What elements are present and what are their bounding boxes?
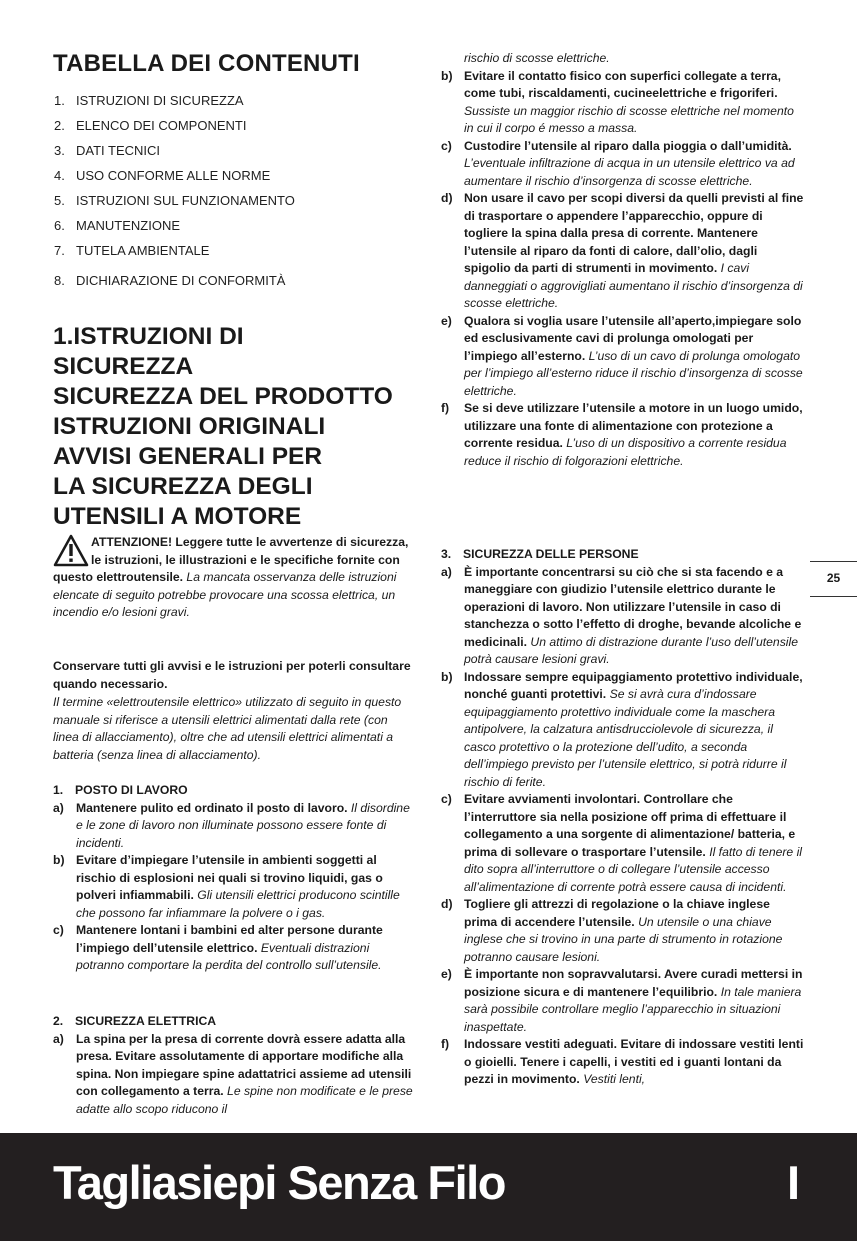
section-heading: 1. POSTO DI LAVORO	[53, 783, 188, 797]
term-definition: Il termine «elettroutensile elettrico» utilizzato di seguito in questo manuale si riferisce a utensili elettrici alimentati dalla rete (con linea di allacciamento), oltre che ad utensili elettrici alimentati a batteria (senza linea di allacciamento).	[53, 695, 402, 762]
section-title: 1.ISTRUZIONI DI SICUREZZA SICUREZZA DEL PRODOTTO ISTRUZIONI ORIGINALI AVVISI GENERALI PER LA SICUREZZA DEGLI UTENSILI A MOTORE	[53, 323, 393, 530]
list-item: f) Se si deve utilizzare l’utensile a motore in un luogo umido, utilizzare una fonte di alimentazione con protezione a corrente residua. L’uso di un dispositivo a corrente residua reduce il rischio di folgorazioni elettriche.	[441, 401, 803, 468]
list-item: c) Evitare avviamenti involontari. Controllare che l’interruttore sia nella posizione off prima di effettuare il collegamento a una sorgente di alimentazione/ batteria, e prima di sollevare o trasportare l’utensile. Il fatto di tenere il dito sopra all’interruttore o di collegare l’utensile accesso all’alimentazione di corrente potrà essere causa di incidenti.	[441, 792, 803, 894]
list-item: b) Evitare il contatto fisico con superfici collegate a terra, come tubi, riscaldamenti, cucineelettriche e frigoriferi. Sussiste un maggior rischio di scosse elettriche nel momento in cui il corpo é messo a massa.	[441, 68, 794, 135]
list-item: b) Indossare sempre equipaggiamento protettivo individuale, nonché guanti protettivi. Se si avrà cura d’indossare equipaggiamento protettivo individuale come la maschera antipolvere, la calzatura antisdrucciolevole di sicurezza, il casco protettivo o la protezione dell’udito, a seconda dell’impiego previsto per l’utensile elettrico, si potrà ridurre il rischio di ferite.	[441, 669, 803, 789]
footer-bar	[0, 1133, 857, 1241]
toc-item: 5. ISTRUZIONI SUL FUNZIONAMENTO	[54, 193, 295, 208]
toc-item: 6. MANUTENZIONE	[54, 218, 180, 233]
workplace-section	[53, 782, 415, 975]
toc-item: 8. DICHIARAZIONE DI CONFORMITÀ	[54, 273, 286, 288]
list-item-continuation: rischio di scosse elettriche.	[464, 51, 610, 65]
list-item: f) Indossare vestiti adeguati. Evitare di indossare vestiti lenti o gioielli. Tenere i capelli, i vestiti ed i guanti lontani da pezzi in movimento. Vestiti lenti,	[441, 1037, 804, 1086]
section-heading: 3. SICUREZZA DELLE PERSONE	[441, 547, 639, 561]
list-item: e) È importante non sopravvalutarsi. Avere curadi mettersi in posizione sicura e di mantenere l’equilibrio. In tale maniera sarà possibile controllare meglio l’apparecchio in situazioni inaspettate.	[441, 967, 803, 1034]
personal-safety-section	[441, 546, 806, 1089]
list-item: c) Custodire l’utensile al riparo dalla pioggia o dall’umidità. L’eventuale infiltrazione di acqua in un utensile elettrico va ad aumentare il rischio d’insorgenza di scosse elettriche.	[441, 138, 795, 188]
page-number: 25	[810, 561, 857, 597]
list-item: e) Qualora si voglia usare l’utensile all’aperto,impiegare solo ed esclusivamente cavi di prolunga omologati per l’impiego all’esterno. L’uso di un cavo di prolunga omologato per l’impiego all’esterno riduce il rischio d’insorgenza di scosse elettriche.	[441, 313, 803, 398]
list-item: c) Mantenere lontani i bambini ed alter persone durante l’impiego dell’utensile elettrico. Eventuali distrazioni potranno comportare la perdita del controllo sull’utensile.	[53, 923, 383, 972]
language-code: I	[787, 1156, 801, 1209]
toc-item: 7. TUTELA AMBIENTALE	[54, 243, 210, 258]
list-item: d) Non usare il cavo per scopi diversi da quelli previsti al fine di trasportare o appendere l’apparecchio, oppure di togliere la spina dalla presa di corrente. Mantenere l’utensile al riparo da fonti di calore, dall’olio, dagli spigolio da parti di strumenti in movimento. I cavi danneggiati o aggrovigliati aumentano il rischio d’insorgenza di scosse elettriche.	[441, 191, 804, 310]
list-item: a) La spina per la presa di corrente dovrà essere adatta alla presa. Evitare assolutamente di apportare modifiche alla spina. Non impiegare spine adattatrici assieme ad utensili con collegamento a terra. Le spine non modificate e le prese adatte allo scopo riducono il	[53, 1031, 413, 1116]
toc-list	[54, 92, 295, 297]
electrical-section-continued	[441, 50, 806, 470]
footer-title: Tagliasiepi Senza Filo	[53, 1156, 505, 1209]
section-heading: 2. SICUREZZA ELETTRICA	[53, 1014, 217, 1028]
list-item: d) Togliere gli attrezzi di regolazione o la chiave inglese prima di accendere l’utensile. Un utensile o una chiave inglese che si trovino in una parte di strumento in rotazione potranno causare lesioni.	[441, 897, 783, 964]
warning-triangle-icon	[53, 534, 89, 568]
toc-item: 3. DATI TECNICI	[54, 143, 161, 158]
toc-item: 4. USO CONFORME ALLE NORME	[54, 168, 271, 183]
toc-title: TABELLA DEI CONTENUTI	[53, 50, 360, 77]
electrical-section	[53, 1013, 415, 1118]
keep-instructions: Conservare tutti gli avvisi e le istruzioni per poterli consultare quando necessario.	[53, 659, 411, 691]
list-item: a) È importante concentrarsi su ciò che si sta facendo e a maneggiare con giudizio l’utensile elettrico durante le operazioni di lavoro. Non utilizzare l’utensile in caso di stanchezza o sotto l’effetto di droghe, bevande alcoliche e medicinali. Un attimo di distrazione durante l’uso dell’utensile potrà causare lesioni gravi.	[441, 564, 802, 666]
warning-paragraph: ATTENZIONE! Leggere tutte le avvertenze di sicurezza, le istruzioni, le illustrazioni e le specifiche fornite con questo elettroutensile. La mancata osservanza delle istruzioni elencate di seguito potrebbe provocare una scossa elettrica, un incendio e/o lesioni gravi.	[53, 535, 409, 619]
toc-item: 1. ISTRUZIONI DI SICUREZZA	[54, 93, 244, 108]
list-item: a) Mantenere pulito ed ordinato il posto di lavoro. Il disordine e le zone di lavoro non illuminate possono essere fonte di incidenti.	[53, 800, 410, 850]
list-item: b) Evitare d’impiegare l’utensile in ambienti soggetti al rischio di esplosioni nei quali si trovino liquidi, gas o polveri infiammabili. Gli utensili elettrici producono scintille che possono far infiammare la polvere o i gas.	[53, 853, 400, 920]
toc-item: 2. ELENCO DEI COMPONENTI	[54, 118, 247, 133]
